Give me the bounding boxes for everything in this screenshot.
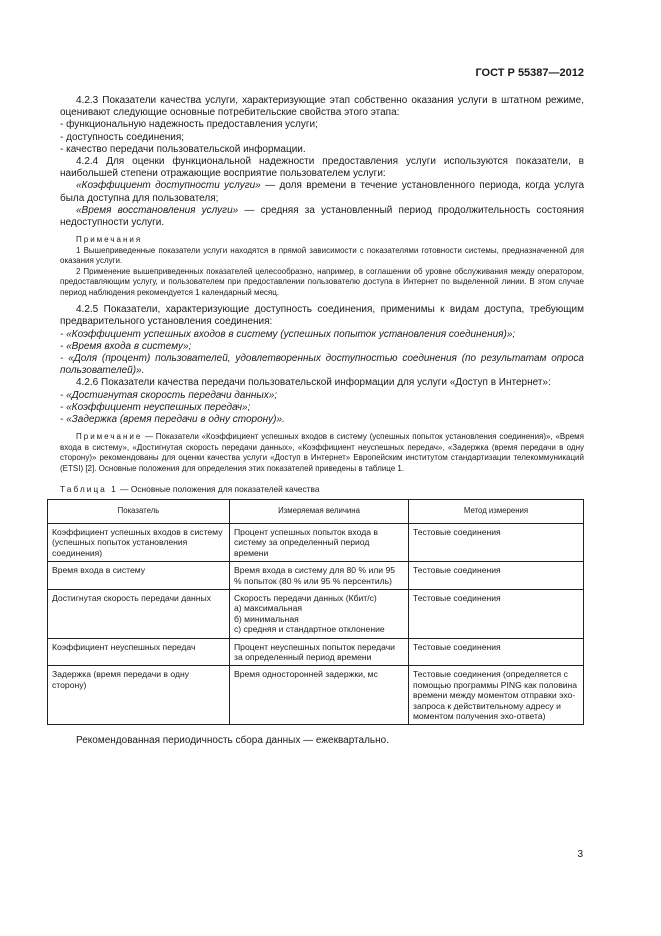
note-2: 2 Применение вышеприведенных показателей целесообразно, например, в соглашении об уровне обслуживания между оператором, предоставляющим услугу, и пользователем при предоставлении пользователю доступа в Интернет по выделенной линии. В этом случае период наблюдения рекомендуется 1 календарный месяц. [60, 266, 584, 297]
table-cell: Коэффициент успешных входов в систему (успешных попыток установления соединения) [48, 523, 230, 561]
term: «Время восстановления услуги» [76, 204, 239, 216]
note-text: — Показатели «Коэффициент успешных входов в систему (успешных попыток установления соединения)», «Время входа в систему», «Достигнутая скорость передачи данных», «Коэффициент неуспешных передач», «Задержка (время передачи в одну сторону)» рекомендованы для оценки качества услуги «Доступ в Интернет» Европейским институтом стандартизации телекоммуникаций (ETSI) [2]. Основные положения для определения этих показателей приведены в таблице 1. [60, 432, 584, 473]
list-item: - «Время входа в систему»; [60, 340, 192, 352]
list-item: - «Доля (процент) пользователей, удовлетворенных доступностью соединения (по результатам опроса пользователей)». [60, 353, 584, 377]
paragraph-4-2-4: 4.2.4 Для оценки функциональной надежности предоставления услуги используются показатели, в наибольшей степени отражающие восприятие пользователем услуги: [60, 156, 584, 180]
page-number: 3 [577, 849, 583, 860]
list-item: - «Достигнутая скорость передачи данных»; [60, 389, 278, 401]
definition-text: — средняя за установленный период продолжительность состояния недоступности услуги. [60, 204, 584, 229]
list-item: - «Коэффициент неуспешных передач»; [60, 401, 251, 413]
definition-recovery-time [60, 205, 584, 229]
paragraph-4-2-3: 4.2.3 Показатели качества услуги, характеризующие этап собственно оказания услуги в штатном режиме, оценивают следующие основные потребительские свойства этого этапа: [60, 95, 584, 119]
table-cell: Тестовые соединения (определяется с помощью программы PING как половина времени между моментом отправки эхо-запроса к действительному адресу и моментом получения эхо-ответа) [409, 666, 584, 725]
quality-indicators-table [47, 499, 584, 725]
list-item: - доступность соединения; [60, 131, 185, 143]
document-header: ГОСТ Р 55387—2012 [475, 67, 584, 79]
column-header: Измеряемая величина [230, 500, 409, 523]
table-row [48, 589, 584, 638]
table-row [48, 523, 584, 561]
list-item: - «Задержка (время передачи в одну сторону)». [60, 414, 285, 426]
column-header: Показатель [48, 500, 230, 523]
definition-text: — доля времени в течение установленного периода, когда услуга была доступна для пользователя; [60, 180, 585, 204]
table-cell: Процент неуспешных попыток передачи за определенный период времени [230, 638, 409, 666]
table-row [48, 638, 584, 666]
note-1: 1 Вышеприведенные показатели услуги находятся в прямой зависимости с показателями готовности системы, предназначенной для оказания услуги. [60, 245, 584, 266]
table-cell: Тестовые соединения [409, 562, 584, 590]
table-cell: Время входа в систему [48, 562, 230, 590]
list-item: - качество передачи пользовательской информации. [60, 143, 306, 155]
table-cell: Задержка (время передачи в одну сторону) [48, 666, 230, 725]
note-label: Примечание [76, 432, 143, 442]
table-cell: Тестовые соединения [409, 523, 584, 561]
table-header-row [48, 500, 584, 523]
column-header: Метод измерения [409, 500, 584, 523]
table-cell: Тестовые соединения [409, 589, 584, 638]
closing-paragraph: Рекомендованная периодичность сбора данных — ежеквартально. [76, 735, 389, 747]
paragraph-4-2-6: 4.2.6 Показатели качества передачи пользовательской информации для услуги «Доступ в Интернет»: [76, 377, 551, 389]
term: «Коэффициент доступности услуги» [76, 180, 261, 192]
notes-block [60, 235, 584, 298]
table-cell: Время односторонней задержки, мс [230, 666, 409, 725]
table-row [48, 666, 584, 725]
table-row [48, 562, 584, 590]
table-cell: Скорость передачи данных (Кбит/с) а) максимальная б) минимальная с) средняя и стандартное отклонение [230, 589, 409, 638]
table-cell: Тестовые соединения [409, 638, 584, 666]
list-item: - функциональную надежность предоставления услуги; [60, 119, 318, 131]
table-cell: Процент успешных попыток входа в систему за определенный период времени [230, 523, 409, 561]
definition-availability [60, 180, 584, 204]
notes-label: Примечания [76, 235, 143, 245]
table-cell: Достигнутая скорость передачи данных [48, 589, 230, 638]
paragraph-4-2-5: 4.2.5 Показатели, характеризующие доступность соединения, применимы к видам доступа, требующим предварительного установления соединения: [60, 304, 584, 328]
table-cell: Коэффициент неуспешных передач [48, 638, 230, 666]
table-cell: Время входа в систему для 80 % или 95 % попыток (80 % или 95 % персентиль) [230, 562, 409, 590]
note-etsi [60, 432, 584, 474]
list-item: - «Коэффициент успешных входов в систему (успешных попыток установления соединения)»; [60, 328, 516, 340]
table-caption: Таблица 1 — Основные положения для показателей качества [60, 484, 320, 495]
document-body [52, 95, 585, 748]
